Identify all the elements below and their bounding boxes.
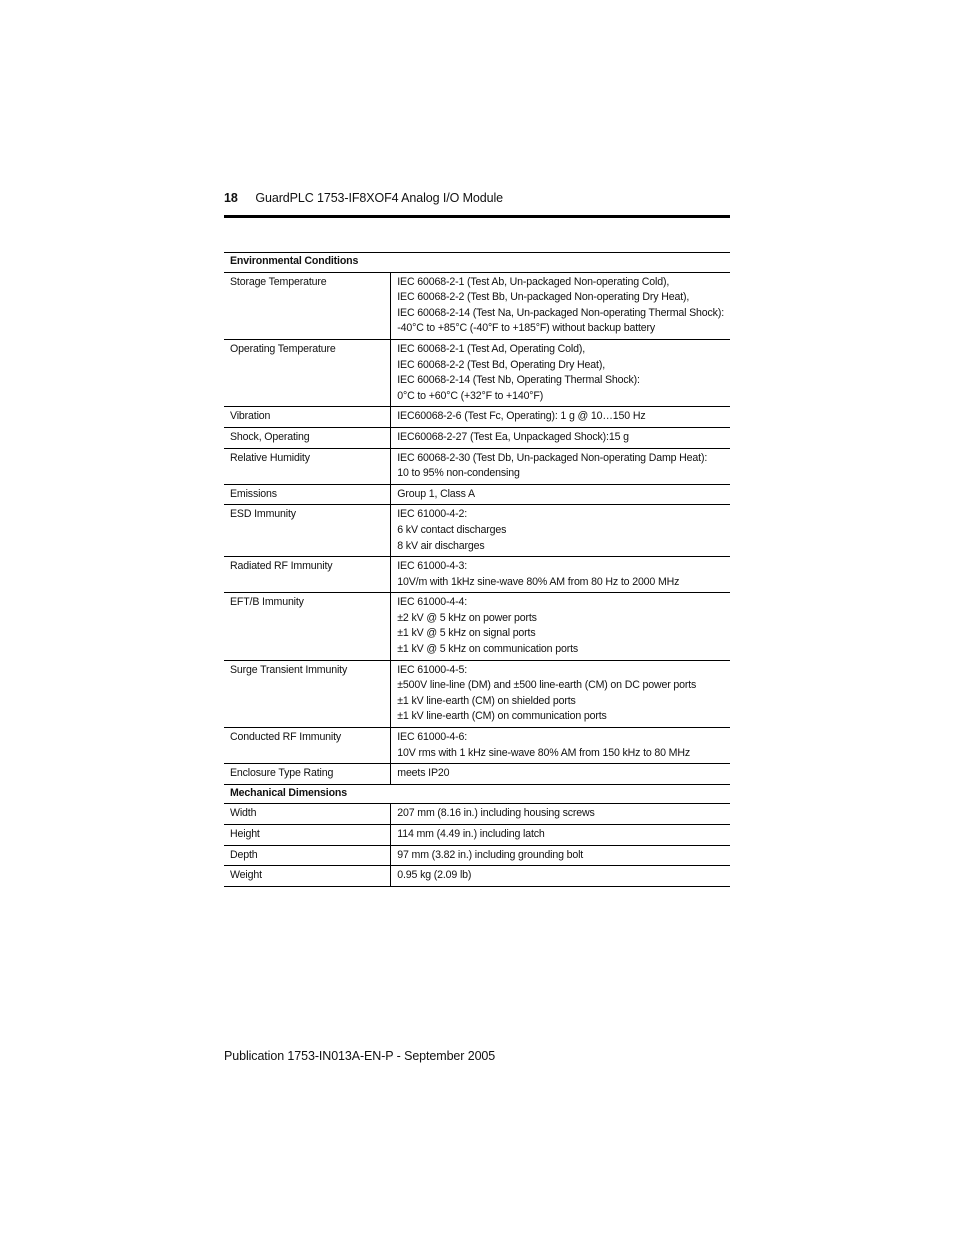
- spec-value-line: IEC 61000-4-2:: [397, 508, 468, 521]
- spec-value: [391, 866, 730, 887]
- spec-value-line: meets IP20: [397, 767, 450, 780]
- spec-row: [224, 407, 730, 428]
- publication-footer: Publication 1753-IN013A-EN-P - September 2005: [224, 1049, 496, 1063]
- spec-row: [224, 845, 730, 866]
- spec-value-line: 10V/m with 1kHz sine-wave 80% AM from 80 Hz to 2000 MHz: [397, 575, 680, 588]
- spec-label: Height: [224, 825, 391, 846]
- spec-value-line: IEC 61000-4-3:: [397, 560, 468, 573]
- spec-value: [391, 825, 730, 846]
- spec-value-line: 207 mm (8.16 in.) including housing screws: [397, 807, 595, 820]
- spec-value-line: 10 to 95% non-condensing: [397, 467, 520, 480]
- spec-value-line: IEC 60068-2-1 (Test Ab, Un-packaged Non-operating Cold),: [397, 275, 670, 288]
- spec-value-line: Group 1, Class A: [397, 487, 475, 500]
- spec-label: EFT/B Immunity: [224, 593, 391, 660]
- spec-value-line: 6 kV contact discharges: [397, 523, 507, 536]
- spec-value-line: 97 mm (3.82 in.) including grounding bolt: [397, 848, 584, 861]
- spec-value-line: IEC 60068-2-2 (Test Bd, Operating Dry Heat),: [397, 358, 605, 371]
- spec-row: [224, 728, 730, 764]
- spec-value-line: ±2 kV @ 5 kHz on power ports: [397, 611, 537, 624]
- section-header-row: [224, 253, 730, 273]
- spec-label: Width: [224, 804, 391, 825]
- spec-value-line: IEC60068-2-6 (Test Fc, Operating): 1 g @ 10…150 Hz: [397, 410, 646, 423]
- spec-value: [391, 448, 730, 484]
- spec-label: Depth: [224, 845, 391, 866]
- spec-row: [224, 448, 730, 484]
- page-header: [224, 191, 730, 205]
- spec-row: [224, 272, 730, 339]
- spec-value-line: IEC 60068-2-2 (Test Bb, Un-packaged Non-operating Dry Heat),: [397, 291, 690, 304]
- spec-label: Radiated RF Immunity: [224, 557, 391, 593]
- specifications-table: [224, 252, 730, 887]
- spec-row: [224, 593, 730, 660]
- spec-value-line: IEC 60068-2-14 (Test Na, Un-packaged Non-operating Thermal Shock):: [397, 306, 724, 319]
- spec-value-line: IEC 60068-2-30 (Test Db, Un-packaged Non-operating Damp Heat):: [397, 451, 708, 464]
- spec-value-line: IEC 61000-4-4:: [397, 596, 468, 609]
- document-title: GuardPLC 1753-IF8XOF4 Analog I/O Module: [255, 191, 504, 205]
- spec-value-line: 0°C to +60°C (+32°F to +140°F): [397, 389, 544, 402]
- spec-value-line: ±1 kV @ 5 kHz on communication ports: [397, 643, 579, 656]
- spec-value-line: ±500V line-line (DM) and ±500 line-earth (CM) on DC power ports: [397, 679, 697, 692]
- spec-value: [391, 593, 730, 660]
- spec-row: [224, 505, 730, 557]
- spec-row: [224, 339, 730, 406]
- section-title: Environmental Conditions: [224, 253, 730, 273]
- spec-label: Enclosure Type Rating: [224, 764, 391, 785]
- spec-value-line: 10V rms with 1 kHz sine-wave 80% AM from 150 kHz to 80 MHz: [397, 746, 691, 759]
- spec-value: [391, 272, 730, 339]
- spec-value-line: IEC 60068-2-1 (Test Ad, Operating Cold),: [397, 342, 585, 355]
- spec-value: [391, 407, 730, 428]
- spec-label: ESD Immunity: [224, 505, 391, 557]
- spec-value: [391, 660, 730, 727]
- spec-label: Conducted RF Immunity: [224, 728, 391, 764]
- spec-value-line: IEC 61000-4-6:: [397, 731, 468, 744]
- spec-value-line: IEC60068-2-27 (Test Ea, Unpackaged Shock):15 g: [397, 430, 629, 443]
- spec-row: [224, 764, 730, 785]
- spec-label: Relative Humidity: [224, 448, 391, 484]
- spec-value-line: IEC 60068-2-14 (Test Nb, Operating Thermal Shock):: [397, 374, 640, 387]
- spec-label: Operating Temperature: [224, 339, 391, 406]
- spec-label: Storage Temperature: [224, 272, 391, 339]
- spec-value-line: ±1 kV line-earth (CM) on communication ports: [397, 710, 607, 723]
- spec-value-line: ±1 kV @ 5 kHz on signal ports: [397, 627, 536, 640]
- spec-value-line: -40°C to +85°C (-40°F to +185°F) without backup battery: [397, 322, 656, 335]
- spec-value: [391, 804, 730, 825]
- spec-value-line: 114 mm (4.49 in.) including latch: [397, 828, 545, 840]
- spec-label: Emissions: [224, 484, 391, 505]
- spec-value-line: 0.95 kg (2.09 lb): [397, 869, 472, 882]
- spec-value: [391, 505, 730, 557]
- spec-row: [224, 866, 730, 887]
- spec-row: [224, 484, 730, 505]
- spec-value-line: IEC 61000-4-5:: [397, 663, 468, 676]
- spec-value: [391, 427, 730, 448]
- spec-row: [224, 660, 730, 727]
- spec-value: [391, 557, 730, 593]
- header-rule: [224, 215, 730, 218]
- spec-row: [224, 804, 730, 825]
- spec-value: [391, 339, 730, 406]
- spec-row: [224, 825, 730, 846]
- spec-row: [224, 427, 730, 448]
- spec-label: Surge Transient Immunity: [224, 660, 391, 727]
- spec-value: [391, 845, 730, 866]
- spec-value-line: ±1 kV line-earth (CM) on shielded ports: [397, 694, 576, 707]
- spec-row: [224, 557, 730, 593]
- section-header-row: [224, 784, 730, 804]
- spec-label: Shock, Operating: [224, 427, 391, 448]
- spec-label: Vibration: [224, 407, 391, 428]
- page-number: 18: [224, 191, 238, 205]
- section-title: Mechanical Dimensions: [224, 784, 730, 804]
- spec-value: [391, 484, 730, 505]
- spec-value: [391, 764, 730, 785]
- spec-label: Weight: [224, 866, 391, 887]
- spec-value-line: 8 kV air discharges: [397, 539, 485, 552]
- spec-value: [391, 728, 730, 764]
